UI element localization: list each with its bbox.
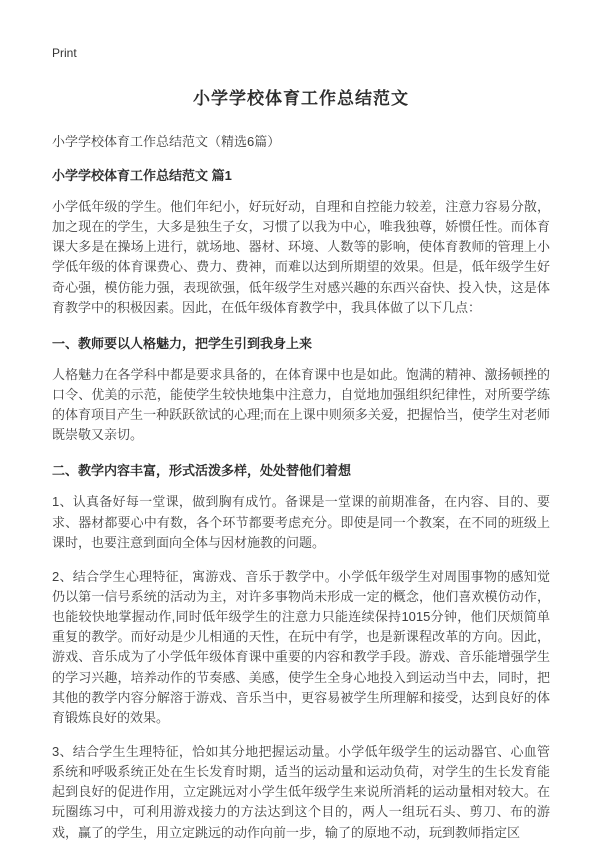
point2-item-1: 1、认真备好每一堂课，做到胸有成竹。备课是一堂课的前期准备，在内容、目的、要求、器材都要心中有数，各个环节都要考虑充分。即使是同一个教案，在不同的班级上课时，也要注意到面向全体与因材施教的问题。 [52, 494, 550, 550]
intro-paragraph: 小学低年级的学生。他们年纪小，好玩好动，自理和自控能力较差，注意力容易分散，加之现在的学生，大多是独生子女，习惯了以我为中心，唯我独尊，娇惯任性。而体育课大多是在操场上进行，就场地、器材、环境、人数等的影响，使体育教师的管理上小学低年级的体育课费心、费力、费神，而难以达到所期望的效果。但是，低年级学生好奇心强，模仿能力强，表现欲强，低年级学生对感兴趣的东西兴奋快、投入快，这是体育教学中的积极因素。因此，在低年级体育教学中，我具体做了以下几点： [52, 199, 550, 315]
document-title: 小学学校体育工作总结范文 [193, 89, 409, 108]
document-meta-line: 小学学校体育工作总结范文（精选6篇） [52, 134, 281, 149]
print-button[interactable]: Print [52, 46, 77, 60]
point2-heading: 二、教学内容丰富，形式活泼多样，处处替他们着想 [52, 463, 352, 479]
point2-item-3: 3、结合学生生理特征，恰如其分地把握运动量。小学低年级学生的运动器官、心血管系统和呼吸系统正处在生长发育时期，适当的运动量和运动负荷，对学生的生长发育能起到良好的促进作用，立定跳远对小学生低年级学生来说所消耗的运动量相对较大。在玩圈练习中，可利用游戏接力的方法达到这个目的，两人一组玩石头、剪刀、布的游戏，赢了的学生，用立定跳远的动作向前一步，输了的原地不动，玩到教师指定区 [52, 743, 550, 840]
point1-paragraph: 人格魅力在各学科中都是要求具备的，在体育课中也是如此。饱满的精神、激扬顿挫的口令、优美的示范，能使学生较快地集中注意力，自觉地加强组织纪律性，对所要学练的体育项目产生一种跃跃欲试的心理;而在上课中则须多关爱，把握恰当，使学生对老师既崇敬又亲切。 [52, 366, 550, 443]
section1-heading: 小学学校体育工作总结范文 篇1 [52, 168, 232, 183]
point1-heading: 一、教师要以人格魅力，把学生引到我身上来 [52, 335, 313, 351]
point2-item-2: 2、结合学生心理特征，寓游戏、音乐于教学中。小学低年级学生对周围事物的感知觉仍以第一信号系统的活动为主，对许多事物尚未形成一定的概念，他们喜欢模仿动作，也能较快地掌握动作,同时低年级学生的注意力只能连续保持1015分钟，他们厌烦简单重复的教学。而好动是少儿相通的天性，在玩中有学，也是新课程改革的方向。因此，游戏、音乐成为了小学低年级体育课中重要的内容和教学手段。游戏、音乐能增强学生的学习兴趣，培养动作的节奏感、美感，使学生全身心地投入到运动当中去，同时，把其他的教学内容分解溶于游戏、音乐当中，更容易被学生所理解和接受，达到良好的体育锻炼良好的效果。 [52, 568, 550, 725]
